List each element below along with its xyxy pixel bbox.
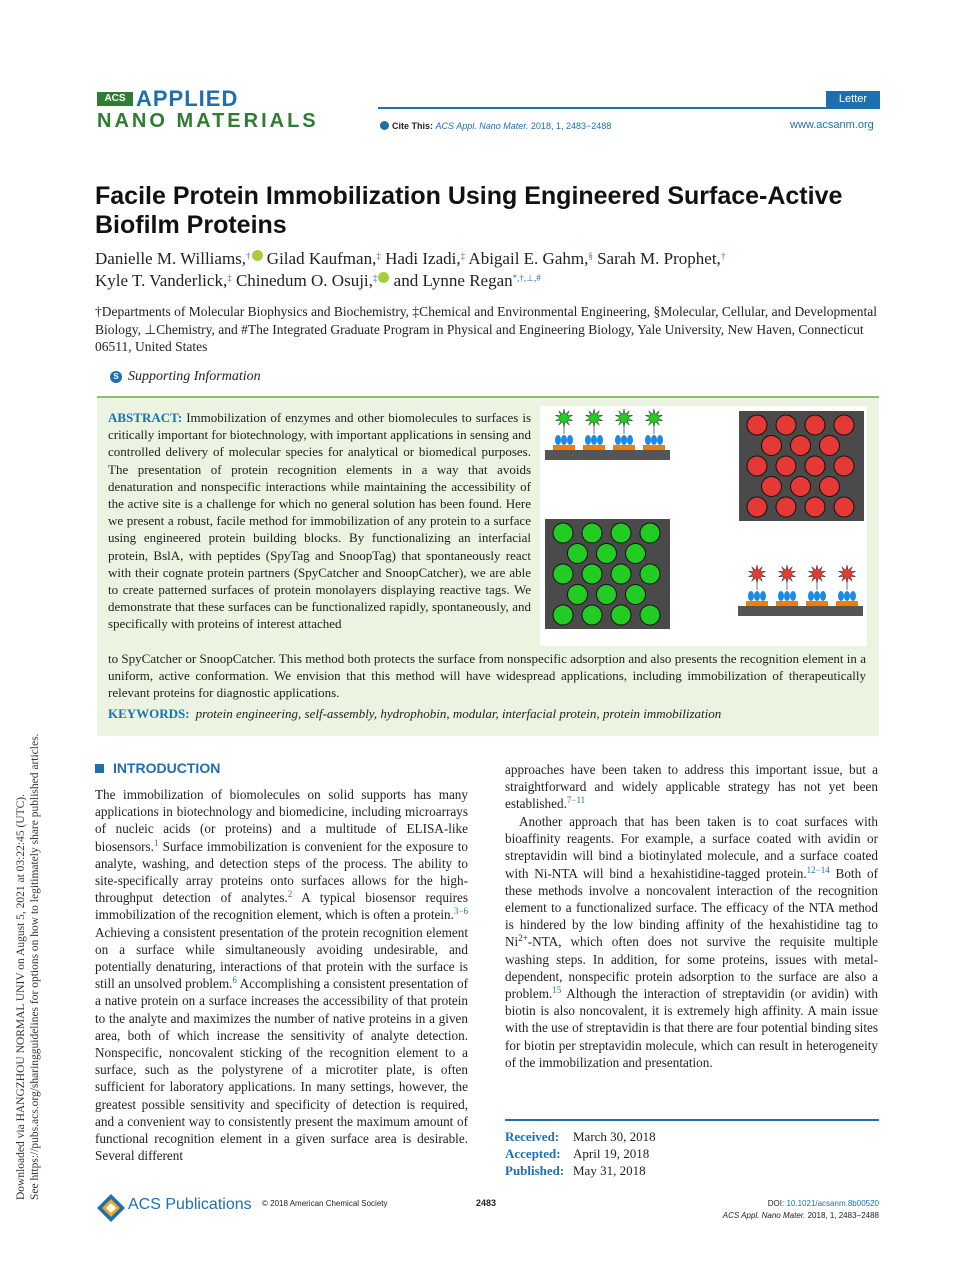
citation-reference[interactable]: 15 [552,985,562,996]
page-number: 2483 [476,1198,497,1208]
abstract-heading: ABSTRACT: [108,410,183,425]
pattern-dot [776,415,796,435]
journal-name-line1: APPLIED [136,86,239,111]
doi-link[interactable]: 10.1021/acsanm.8b00520 [786,1199,879,1208]
author-name: Hadi Izadi, [385,249,461,268]
orcid-icon[interactable] [378,272,389,283]
tag-mark [621,435,627,445]
pattern-dot [582,605,602,625]
anchor-block [643,445,665,450]
author-affiliation-mark: ‡ [227,273,232,283]
footer-journal: ACS Appl. Nano Mater. [722,1211,806,1220]
protein-star-mark [585,409,602,427]
anchor-block [613,445,635,450]
author-affiliation-mark: ‡ [372,273,378,283]
header-rule [378,107,880,109]
copyright: © 2018 American Chemical Society [262,1199,388,1208]
dates-rule [505,1119,879,1121]
protein-star-mark [778,565,795,583]
intro-right-column-paragraph: Another approach that has been taken is to coat surfaces with bioaffinity reagents. For example, a surface coated with avidin or streptavidin will bind a biotinylated molecule, and a surface coated with Ni-NTA will bind a hexahistidine-tagged protein.$^{12-14}$ Both of these methods involve a noncovalent interaction of the recognition element to a functionalized surface. The efficacy of the NTA method is hindered by the low binding affinity of the hexahistidine tag to $Ni^{2+}$-NTA, which often does not survive the requisite multiple washing steps. In addition, for some proteins, issues with metal-dependent, nonspecific protein adsorption to the surface are also a problem.$^{15}$ Although the interaction of streptavidin (or avidin) with biotin is also noncovalent, it is extremely high affinity. A main issue with the use of streptavidin is that there are four potential binding sites for biotin per streptavidin molecule, which can result in heterogeneity of the immobilization and presentation. [505,814,878,1070]
citation-reference[interactable]: 7−11 [566,795,586,806]
superscript: 2+ [518,933,528,944]
author-affiliation-mark: ‡ [460,251,466,261]
tag-mark [814,591,820,601]
tag-mark [651,435,657,445]
acs-publications-label[interactable]: ACS Publications [128,1196,252,1213]
protein-star-mark [645,409,662,427]
toc-red-immobilized-panel [738,565,863,616]
tag-mark [790,591,796,601]
footer-citation: 2018, 1, 2483−2488 [807,1211,879,1220]
section-heading-introduction [95,760,220,776]
citation-reference[interactable]: 12−14 [806,864,830,875]
pattern-dot [640,605,660,625]
author-affiliation-mark: ‡ [376,251,381,261]
abstract-body-2: to SpyCatcher or SnoopCatcher. This method both protects the surface from nonspecific adsorption and also presents the recognition element in a uniform, active conformation. We envision that this method will have widespread applications, including immobilization of therapeutically relevant proteins for diagnostic applications. [108,651,866,701]
accepted-date: April 19, 2018 [573,1146,650,1162]
tag-mark [591,435,597,445]
pattern-dot [568,585,588,605]
author-name: Abigail E. Gahm, [468,249,589,268]
download-notice-line2: See https://pubs.acs.org/sharingguidelines for options on how to legitimately share published articles. [29,733,41,1200]
pattern-dot [805,456,825,476]
tag-mark [561,435,567,445]
author-name: and Lynne Regan [393,271,513,290]
acs-logo-box: ACS [97,92,133,106]
pattern-dot [553,605,573,625]
article-type-badge: Letter [826,91,880,107]
pattern-dot [611,605,631,625]
pattern-dot [747,415,767,435]
protein-star-mark [555,409,572,427]
keywords-list: protein engineering, self-assembly, hydrophobin, modular, interfacial protein, protein immobilization [195,706,722,721]
doi-block [700,1198,879,1222]
intro-right-column-top: approaches have been taken to address this important issue, but a straightforward and widely applicable strategy has not yet been established.$^{7-11}$ [505,762,878,812]
pattern-dot [820,477,840,497]
author-name: Chinedum O. Osuji, [235,271,373,290]
author-name: Gilad Kaufman, [266,249,377,268]
abstract-text-part1 [108,409,531,633]
protein-star-mark [808,565,825,583]
download-notice-line1: Downloaded via HANGZHOU NORMAL UNIV on August 5, 2021 at 03:22:45 (UTC). [15,794,27,1200]
pattern-dot [626,585,646,605]
author-name: Danielle M. Williams, [95,249,247,268]
supporting-info-icon: S [110,371,122,383]
author-name: Kyle T. Vanderlick, [95,271,228,290]
keywords [108,706,721,722]
protein-star-mark [838,565,855,583]
tag-mark [597,435,603,445]
author-affiliation-mark: *,†,⊥,# [512,273,541,283]
author-affiliation-mark: † [720,251,726,261]
pattern-dot [611,523,631,543]
anchor-block [553,445,575,450]
author-affiliation-mark: † [246,251,251,261]
supporting-information-link[interactable] [110,369,261,385]
surface-bar [545,450,670,460]
citation-reference[interactable]: 3−6 [453,906,468,917]
pattern-dot [611,564,631,584]
tag-mark [784,591,790,601]
cite-reference[interactable]: 2018, 1, 2483−2488 [530,121,612,131]
journal-name-line2: NANO MATERIALS [97,110,319,132]
pattern-dot [747,497,767,517]
received-date: March 30, 2018 [573,1129,656,1144]
pattern-dot [776,497,796,517]
tag-mark [844,591,850,601]
cite-line [380,121,611,131]
pattern-dot [791,477,811,497]
toc-graphic [540,406,867,646]
published-date: May 31, 2018 [573,1163,646,1179]
cite-label: Cite This: [392,121,434,131]
pattern-dot [762,436,782,456]
protein-star-mark [748,565,765,583]
orcid-icon[interactable] [252,250,263,261]
tag-mark [778,591,784,601]
pattern-dot [597,544,617,564]
pattern-dot [553,523,573,543]
pattern-dot [820,436,840,456]
article-title: Facile Protein Immobilization Using Engineered Surface-Active Biofilm Proteins [95,182,843,239]
supporting-info-label: Supporting Information [128,369,261,384]
section-heading-text: INTRODUCTION [113,760,221,776]
author-affiliation-mark: § [588,251,593,261]
pattern-dot [834,415,854,435]
pattern-dot [582,523,602,543]
pattern-dot [834,497,854,517]
pattern-dot [597,585,617,605]
anchor-block [746,601,768,606]
tag-mark [748,591,754,601]
tag-mark [645,435,651,445]
pattern-dot [791,436,811,456]
pattern-dot [553,564,573,584]
pattern-dot [747,456,767,476]
pattern-dot [640,523,660,543]
anchor-block [776,601,798,606]
intro-left-column: The immobilization of biomolecules on solid supports has many applications in biotechnology and biomedicine, including microarrays of nucleic acids (or proteins) and a multitude of ELISA-like biosensors.$^1$ Surface immobilization is convenient for the exposure to analyte, washing, and detection steps of the process. The ability to site-specifically array proteins onto surfaces allows for the high-throughput detection of analytes.$^2$ A typical biosensor requires immobilization of the recognition element, which is often a protein.$^{3-6}$ Achieving a consistent presentation of the protein recognition element on a surface while simultaneously avoiding undesirable, and potentially denaturing, interactions of that protein with the surface is still an unsolved problem.$^6$ Accomplishing a consistent presentation of a native protein on a surface increases the accessibility of that protein to the analyte and maximizes the number of native proteins in a given area, both of which increase the sensitivity of analyte detection. Nonspecific, noncovalent sticking of the recognition element to a surface, such as the polystyrene of a microtiter plate, is often sufficient for laboratory applications. In many settings, however, the greatest possible sensitivity and specificity of detection is required, and a convenient way to consistently present the maximum amount of functional recognition element in a given surface area is desirable. Several different [95,787,468,1164]
tag-mark [585,435,591,445]
surface-bar [738,606,863,616]
tag-mark [850,591,856,601]
tag-mark [567,435,573,445]
tag-mark [808,591,814,601]
cite-journal[interactable]: ACS Appl. Nano Mater. [435,121,529,131]
pattern-dot [805,415,825,435]
anchor-block [836,601,858,606]
website-link[interactable]: www.acsanm.org [790,119,874,131]
cite-icon [380,121,389,130]
author-name: Sarah M. Prophet, [597,249,721,268]
acs-publications-logo-icon [96,1193,126,1223]
affiliations: †Departments of Molecular Biophysics and Biochemistry, ‡Chemical and Environmental Engineering, §Molecular, Cellular, and Developmental Biology, ⊥Chemistry, and #The Integrated Graduate Program in Physical and Engineering Biology, Yale University, New Haven, Connecticut 06511, United States [95,304,877,354]
abstract-body-1: Immobilization of enzymes and other biomolecules to surfaces is critically important for biotechnology, with important applications in sensing and controlled delivery of molecular species for analytical or biomedical purposes. The presentation of protein recognition elements in a way that avoids denaturation and nonspecific interactions while maintaining the accessibility of the active site is a challenge for which no general solution has been found. Here we present a robust, facile method for immobilization of any protein to a surface using engineered protein building blocks. By functionalizing an interfacial protein, BslA, with peptides (SpyTag and SnoopTag) that spontaneously react with their cognate protein partners (SpyCatcher and SnoopCatcher), we are able to create patterned surfaces of protein monolayers displaying reactive tags. We demonstrate that these surfaces can be functionalized rapidly, spontaneously, and specifically with proteins of interest attached [108,410,531,632]
anchor-block [583,445,605,450]
citation-reference[interactable]: 6 [232,975,237,986]
pattern-dot [582,564,602,584]
tag-mark [760,591,766,601]
tag-mark [555,435,561,445]
article-dates [505,1128,656,1180]
author-list [95,248,895,292]
pattern-dot [805,497,825,517]
citation-reference[interactable]: 1 [153,837,159,848]
anchor-block [806,601,828,606]
pattern-dot [776,456,796,476]
pattern-dot [762,477,782,497]
tag-mark [657,435,663,445]
toc-green-pattern-panel [545,519,670,629]
pattern-dot [834,456,854,476]
tag-mark [754,591,760,601]
tag-mark [838,591,844,601]
download-notice [14,400,42,1200]
pattern-dot [640,564,660,584]
doi-label: DOI: [767,1199,785,1208]
protein-star-mark [615,409,632,427]
tag-mark [615,435,621,445]
published-label: Published: [505,1163,565,1179]
pattern-dot [626,544,646,564]
tag-mark [820,591,826,601]
section-square-icon [95,764,104,773]
tag-mark [627,435,633,445]
citation-reference[interactable]: 2 [287,889,293,900]
keywords-heading: KEYWORDS: [108,706,190,721]
accepted-label: Accepted: [505,1146,561,1162]
toc-green-immobilized-panel [545,409,670,460]
toc-red-pattern-panel [739,411,864,521]
pattern-dot [568,544,588,564]
received-label: Received: [505,1129,560,1144]
